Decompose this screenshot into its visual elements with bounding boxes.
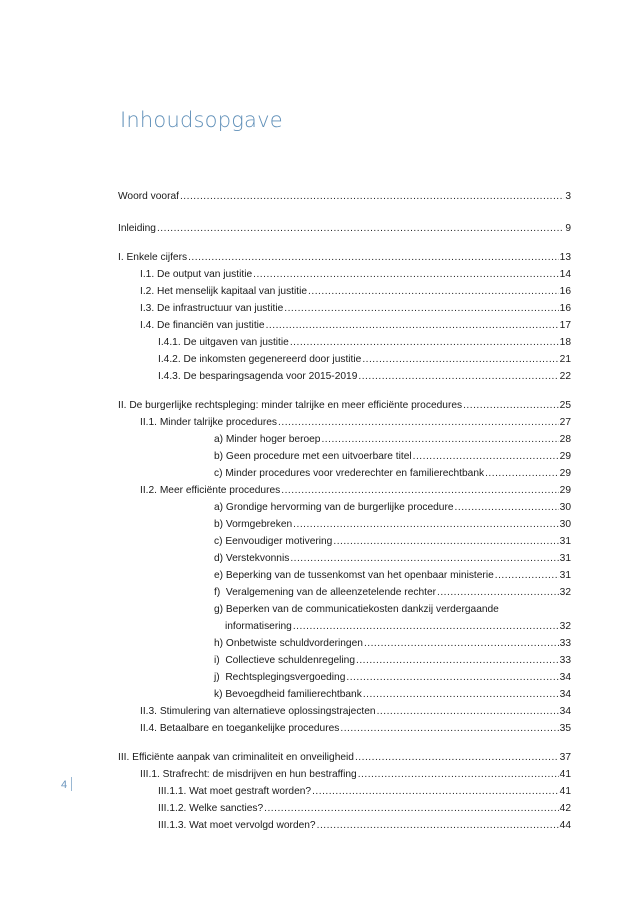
toc-page-number: 35 (559, 723, 571, 734)
leader-dots (463, 397, 559, 414)
toc-page-number: 42 (559, 803, 571, 814)
toc-entry-text: I.4.1. De uitgaven van justitie (158, 337, 289, 348)
toc-entry-text: k) Bevoegdheid familierechtbank (214, 689, 362, 700)
toc-entry-section[interactable] (118, 482, 571, 499)
toc-entry-text: a) Minder hoger beroep (214, 434, 321, 445)
toc-entry-item[interactable] (118, 533, 571, 550)
leader-dots (281, 482, 558, 499)
toc-entry-text: c) Eenvoudiger motivering (214, 536, 333, 547)
toc-entry-chapter-1[interactable] (118, 249, 571, 266)
toc-entry-text: i) Collectieve schuldenregeling (214, 655, 356, 666)
toc-entry-text: II.4. Betaalbare en toegankelijke procedures (140, 723, 340, 734)
toc-page-number: 14 (559, 269, 571, 280)
toc-entry-text: III.1.3. Wat moet vervolgd worden? (158, 820, 316, 831)
toc-entry-text: d) Verstekvonnis (214, 553, 290, 564)
toc-page-number: 29 (559, 451, 571, 462)
toc-page-number: 28 (559, 434, 571, 445)
toc-page-number: 34 (559, 706, 571, 717)
leader-dots (308, 283, 559, 300)
toc-entry-text: informatisering (225, 621, 292, 632)
leader-dots (362, 351, 558, 368)
toc-entry-inleiding[interactable] (118, 220, 571, 237)
toc-page-number: 25 (559, 400, 571, 411)
toc-entry-section[interactable] (118, 766, 571, 783)
toc-entry-section[interactable] (118, 283, 571, 300)
toc-entry-section[interactable] (118, 720, 571, 737)
toc-entry-text: I.4.2. De inkomsten gegenereerd door justitie (158, 354, 362, 365)
toc-entry-text: Woord vooraf (118, 191, 179, 202)
toc-page-number: 3 (565, 191, 571, 202)
toc-page-number: 31 (559, 536, 571, 547)
toc-page-number: 22 (559, 371, 571, 382)
toc-entry-subsection[interactable] (118, 368, 571, 385)
toc-entry-text: I.2. Het menselijk kapitaal van justitie (140, 286, 308, 297)
toc-entry-item[interactable] (118, 601, 571, 618)
toc-entry-section[interactable] (118, 317, 571, 334)
toc-entry-item[interactable] (118, 550, 571, 567)
leader-dots (495, 567, 559, 584)
leader-dots (188, 249, 559, 266)
page-title: Inhoudsopgave (120, 108, 283, 132)
leader-dots (321, 431, 558, 448)
toc-entry-text: a) Grondige hervorming van de burgerlijke procedure (214, 502, 454, 513)
leader-dots (364, 635, 559, 652)
toc-entry-text: II.2. Meer efficiënte procedures (140, 485, 281, 496)
leader-dots (485, 465, 559, 482)
toc-entry-woord-vooraf[interactable] (118, 188, 571, 205)
leader-dots (284, 300, 558, 317)
toc-entry-chapter-3[interactable] (118, 749, 571, 766)
toc-entry-item[interactable] (118, 499, 571, 516)
toc-page-number: 33 (559, 638, 571, 649)
leader-dots (356, 652, 559, 669)
toc-page-number: 32 (559, 587, 571, 598)
leader-dots (333, 533, 558, 550)
toc-entry-text: III. Efficiënte aanpak van criminaliteit en onveiligheid (118, 752, 354, 763)
toc-entry-text: g) Beperken van de communicatiekosten dankzij verdergaande (214, 604, 499, 615)
toc-page-number: 13 (559, 252, 571, 263)
toc-entry-item[interactable] (118, 465, 571, 482)
toc-entry-item[interactable] (118, 431, 571, 448)
leader-dots (290, 550, 558, 567)
toc-page-number: 16 (559, 286, 571, 297)
toc-entry-text: b) Geen procedure met een uitvoerbare titel (214, 451, 412, 462)
toc-entry-subsection[interactable] (118, 800, 571, 817)
toc-page-number: 44 (559, 820, 571, 831)
leader-dots (264, 800, 559, 817)
toc-page-number: 41 (559, 769, 571, 780)
toc-entry-item[interactable] (118, 669, 571, 686)
leader-dots (437, 584, 559, 601)
toc-entry-text: I.4. De financiën van justitie (140, 320, 265, 331)
toc-entry-text: h) Onbetwiste schuldvorderingen (214, 638, 363, 649)
toc-page-number: 17 (559, 320, 571, 331)
toc-page-number: 30 (559, 502, 571, 513)
toc-page-number: 30 (559, 519, 571, 530)
leader-dots (363, 686, 559, 703)
leader-dots (355, 749, 559, 766)
toc-entry-text: j) Rechtsplegingsvergoeding (214, 672, 346, 683)
toc-entry-item[interactable] (118, 448, 571, 465)
toc-entry-item[interactable] (118, 584, 571, 601)
leader-dots (293, 516, 559, 533)
leader-dots (180, 188, 564, 205)
toc-page-number: 32 (559, 621, 571, 632)
toc-entry-section[interactable] (118, 266, 571, 283)
toc-page-number: 37 (559, 752, 571, 763)
toc-entry-text: e) Beperking van de tussenkomst van het openbaar ministerie (214, 570, 494, 581)
toc-entry-item[interactable] (118, 567, 571, 584)
page-number: 4 (61, 779, 68, 791)
toc-entry-section[interactable] (118, 414, 571, 431)
toc-entry-subsection[interactable] (118, 783, 571, 800)
leader-dots (340, 720, 558, 737)
toc-page-number: 29 (559, 468, 571, 479)
toc-page-number: 16 (559, 303, 571, 314)
toc-entry-text: c) Minder procedures voor vrederechter en familierechtbank (214, 468, 485, 479)
toc-page-number: 33 (559, 655, 571, 666)
toc-entry-subsection[interactable] (118, 334, 571, 351)
toc-entry-section[interactable] (118, 703, 571, 720)
toc-page-number: 34 (559, 689, 571, 700)
footer-divider (71, 777, 72, 791)
toc-entry-item[interactable] (118, 686, 571, 703)
toc-entry-text: b) Vormgebreken (214, 519, 293, 530)
toc-entry-text: II.3. Stimulering van alternatieve oplossingstrajecten (140, 706, 376, 717)
toc-page-number: 41 (559, 786, 571, 797)
toc-entry-text: II.1. Minder talrijke procedures (140, 417, 278, 428)
leader-dots (346, 669, 558, 686)
toc-page-number: 21 (559, 354, 571, 365)
toc-page-number: 34 (559, 672, 571, 683)
toc-entry-section[interactable] (118, 300, 571, 317)
toc-entry-text: I.4.3. De besparingsagenda voor 2015-2019 (158, 371, 358, 382)
toc-entry-item-continued[interactable] (118, 618, 571, 635)
leader-dots (266, 317, 559, 334)
leader-dots (358, 766, 559, 783)
leader-dots (413, 448, 559, 465)
toc-entry-subsection[interactable] (118, 817, 571, 834)
toc-page-number: 29 (559, 485, 571, 496)
leader-dots (358, 368, 558, 385)
toc-entry-text: II. De burgerlijke rechtspleging: minder talrijke en meer efficiënte procedures (118, 400, 463, 411)
toc-entry-item[interactable] (118, 516, 571, 533)
leader-dots (157, 220, 564, 237)
toc-entry-item[interactable] (118, 652, 571, 669)
toc-entry-text: I.1. De output van justitie (140, 269, 253, 280)
toc-page-number: 18 (559, 337, 571, 348)
leader-dots (253, 266, 559, 283)
toc-entry-text: f) Veralgemening van de alleenzetelende rechter (214, 587, 437, 598)
leader-dots (290, 334, 559, 351)
leader-dots (317, 817, 559, 834)
toc-page-number: 31 (559, 553, 571, 564)
toc-entry-text: III.1.2. Welke sancties? (158, 803, 264, 814)
toc-entry-text: Inleiding (118, 223, 156, 234)
toc-entry-text: III.1. Strafrecht: de misdrijven en hun bestraffing (140, 769, 357, 780)
toc-entry-chapter-2[interactable] (118, 397, 571, 414)
toc-entry-text: I.3. De infrastructuur van justitie (140, 303, 284, 314)
leader-dots (312, 783, 559, 800)
leader-dots (377, 703, 559, 720)
toc-entry-text: III.1.1. Wat moet gestraft worden? (158, 786, 312, 797)
leader-dots (455, 499, 559, 516)
toc-entry-subsection[interactable] (118, 351, 571, 368)
leader-dots (278, 414, 559, 431)
toc-entry-item[interactable] (118, 635, 571, 652)
toc-page-number: 27 (559, 417, 571, 428)
toc-page-number: 9 (565, 223, 571, 234)
toc-entry-text: I. Enkele cijfers (118, 252, 188, 263)
leader-dots (293, 618, 559, 635)
toc-page-number: 31 (559, 570, 571, 581)
